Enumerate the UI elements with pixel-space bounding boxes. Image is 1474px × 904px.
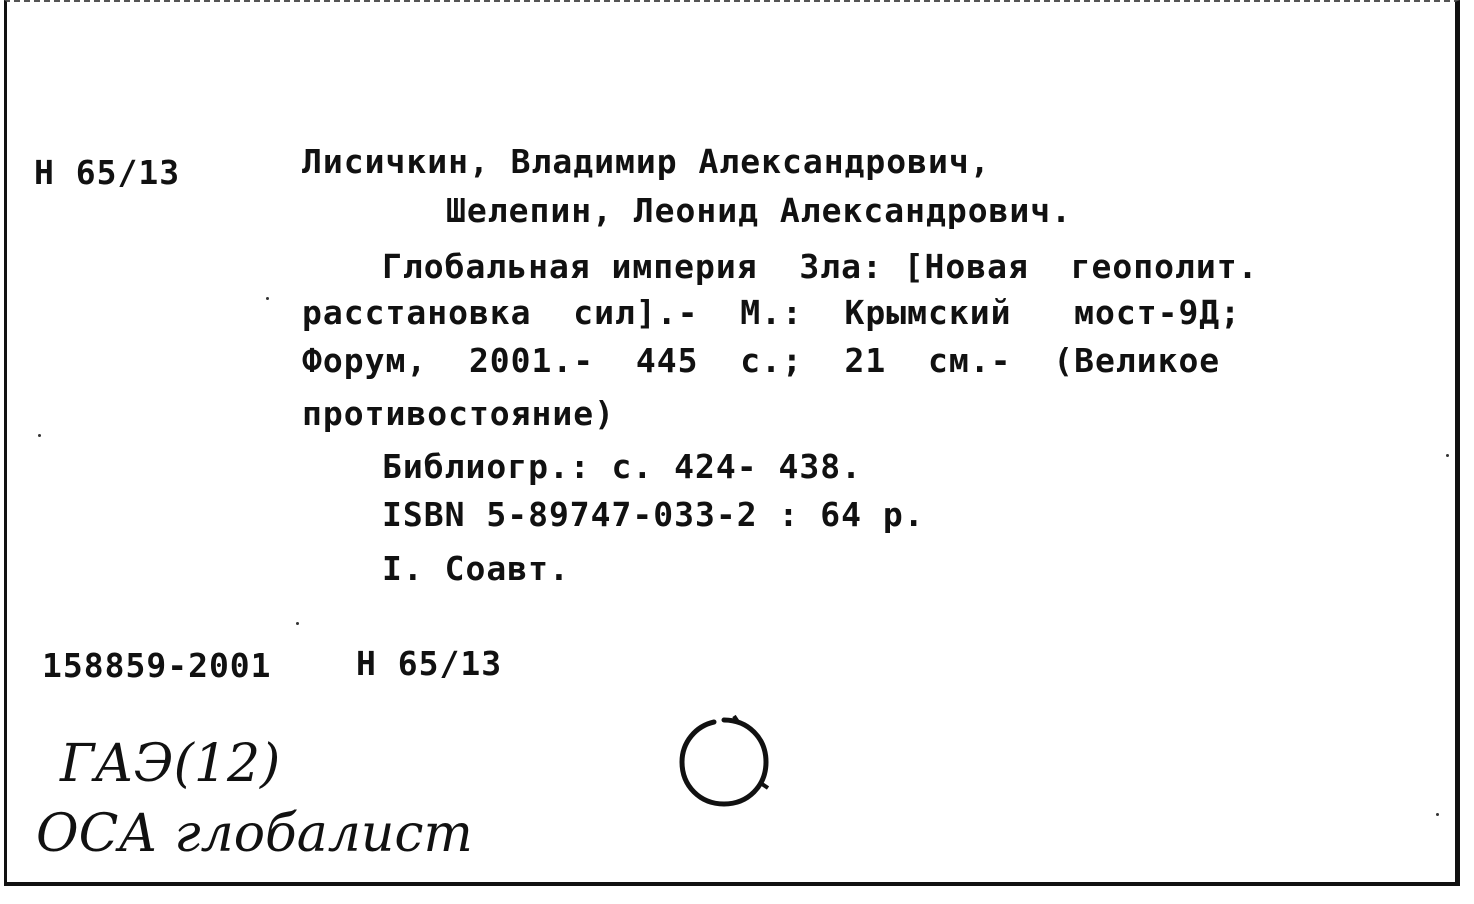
title-line-4: противостояние) [302, 394, 616, 433]
author-line: Лисичкин, Владимир Александрович, [302, 142, 991, 181]
handwritten-note-line-1: ГАЭ(12) [60, 734, 281, 794]
title-line-1: Глобальная империя Зла: [Новая геополит. [382, 247, 1259, 286]
title-line-2: расстановка сил].- М.: Крымский мост-9Д; [302, 293, 1242, 332]
speck [266, 297, 269, 300]
speck [296, 622, 299, 625]
coauthor-line: Шелепин, Леонид Александрович. [446, 191, 1073, 230]
speck [1446, 454, 1449, 457]
handwritten-note-line-2: ОСА глобалист [36, 804, 473, 864]
added-entry: I. Соавт. [382, 549, 570, 588]
inventory-number: 158859-2001 [42, 646, 272, 685]
bibliography-note: Библиогр.: с. 424- 438. [382, 447, 862, 486]
speck [38, 434, 41, 437]
call-number-top: Н 65/13 [34, 153, 181, 192]
title-line-3: Форум, 2001.- 445 с.; 21 см.- (Великое [302, 341, 1221, 380]
isbn-line: ISBN 5-89747-033-2 : 64 р. [382, 495, 925, 534]
call-number-bottom: Н 65/13 [356, 644, 503, 683]
stamp-circle-mark [674, 714, 774, 810]
speck [1436, 813, 1439, 816]
